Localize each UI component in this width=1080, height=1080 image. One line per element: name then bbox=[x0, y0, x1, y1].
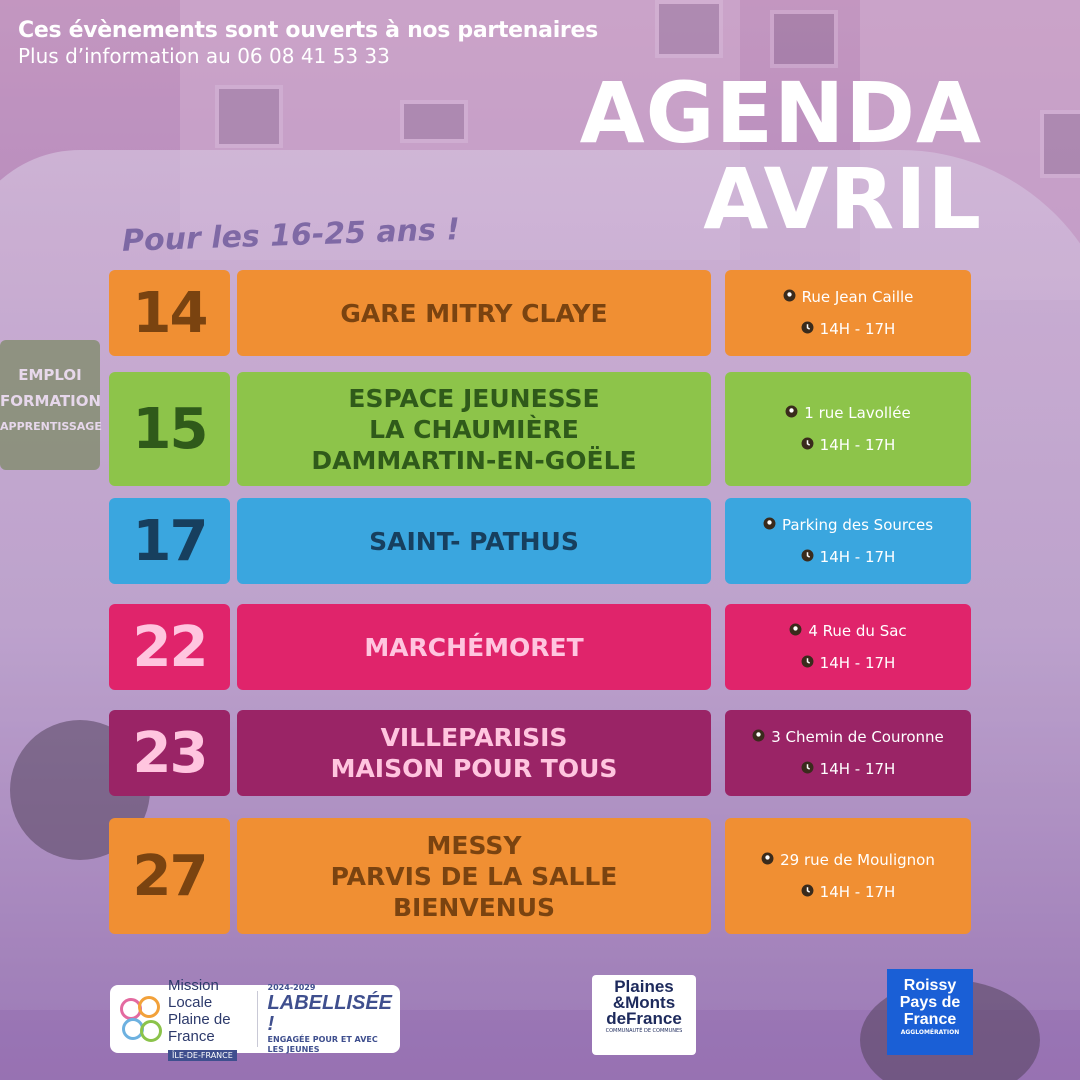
time-text: 14H - 17H bbox=[819, 654, 896, 672]
location-pin-icon bbox=[783, 288, 796, 306]
event-address bbox=[763, 516, 933, 534]
location-pin-icon bbox=[752, 728, 765, 746]
label-badge: 2024-2029 LABELLISÉE ! ENGAGÉE POUR ET AVEC LES JEUNES bbox=[267, 983, 392, 1054]
event-place bbox=[237, 372, 711, 486]
event-place bbox=[237, 604, 711, 690]
page-title bbox=[579, 64, 982, 248]
event-row bbox=[109, 818, 974, 934]
event-row bbox=[109, 604, 974, 690]
time-text: 14H - 17H bbox=[819, 436, 896, 454]
event-address bbox=[785, 404, 910, 422]
event-time bbox=[801, 883, 896, 901]
event-place-line: LA CHAUMIÈRE bbox=[369, 414, 579, 444]
van-slogan: Pour les 16-25 ans ! bbox=[121, 212, 461, 259]
event-place-line: VILLEPARISIS bbox=[380, 723, 568, 752]
event-row bbox=[109, 372, 974, 486]
event-row bbox=[109, 270, 974, 356]
event-place bbox=[237, 270, 711, 356]
van-panel: EMPLOI FORMATION APPRENTISSAGE bbox=[0, 340, 100, 470]
clock-icon bbox=[801, 320, 814, 338]
event-time bbox=[801, 654, 896, 672]
location-pin-icon bbox=[785, 404, 798, 422]
phone-info: Plus d’information au 06 08 41 53 33 bbox=[18, 44, 390, 68]
mission-locale-logo: Mission Locale Plaine de France ÎLE-DE-FRANCE 2024-2029 LABELLISÉE ! ENGAGÉE POUR ET AVEC LES JEUNES bbox=[110, 985, 400, 1053]
clock-icon bbox=[801, 548, 814, 566]
event-place-line: MESSY bbox=[426, 830, 522, 860]
event-info bbox=[725, 604, 971, 690]
time-text: 14H - 17H bbox=[819, 320, 896, 338]
event-place-line: BIENVENUS bbox=[392, 892, 555, 922]
address-text: Parking des Sources bbox=[781, 516, 934, 534]
event-info bbox=[725, 818, 971, 934]
event-time bbox=[801, 436, 896, 454]
clock-icon bbox=[801, 654, 814, 672]
event-info bbox=[725, 372, 971, 486]
event-place-line: GARE MITRY CLAYE bbox=[340, 298, 608, 328]
title-month: AVRIL bbox=[703, 150, 982, 248]
time-text: 14H - 17H bbox=[819, 883, 896, 901]
event-place bbox=[237, 498, 711, 584]
event-time bbox=[801, 320, 896, 338]
location-pin-icon bbox=[763, 516, 776, 534]
event-address bbox=[752, 728, 944, 746]
event-address bbox=[789, 622, 906, 640]
event-info bbox=[725, 710, 971, 796]
event-info bbox=[725, 498, 971, 584]
event-day: 27 bbox=[109, 818, 230, 934]
event-place-line: MAISON POUR TOUS bbox=[330, 754, 618, 783]
address-text: 4 Rue du Sac bbox=[808, 622, 907, 640]
event-time bbox=[801, 760, 896, 778]
mission-locale-rings-icon bbox=[118, 994, 160, 1044]
event-time bbox=[801, 548, 896, 566]
address-text: 29 rue de Moulignon bbox=[780, 851, 935, 869]
address-text: 1 rue Lavollée bbox=[804, 404, 911, 422]
event-day: 14 bbox=[109, 270, 230, 356]
event-day: 23 bbox=[109, 710, 230, 796]
address-text: Rue Jean Caille bbox=[801, 288, 914, 306]
event-day: 15 bbox=[109, 372, 230, 486]
event-place bbox=[237, 710, 711, 796]
event-place-line: ESPACE JEUNESSE bbox=[348, 383, 600, 413]
header-note bbox=[18, 18, 598, 68]
plaines-monts-de-france-logo: Plaines &Monts deFrance COMMUNAUTÉ DE COMMUNES bbox=[592, 975, 696, 1055]
time-text: 14H - 17H bbox=[819, 548, 896, 566]
event-place-line: DAMMARTIN-EN-GOËLE bbox=[311, 445, 637, 475]
event-place-line: PARVIS DE LA SALLE bbox=[330, 861, 618, 891]
event-address bbox=[761, 851, 935, 869]
location-pin-icon bbox=[761, 851, 774, 869]
address-text: 3 Chemin de Couronne bbox=[771, 728, 944, 746]
event-place-line: SAINT- PATHUS bbox=[369, 526, 579, 556]
clock-icon bbox=[801, 436, 814, 454]
location-pin-icon bbox=[789, 622, 802, 640]
partners-note: Ces évènements sont ouverts à nos partenaires bbox=[18, 18, 598, 43]
event-place-line: MARCHÉMORET bbox=[364, 632, 584, 662]
clock-icon bbox=[801, 760, 814, 778]
event-place bbox=[237, 818, 711, 934]
time-text: 14H - 17H bbox=[819, 760, 896, 778]
event-address bbox=[783, 288, 914, 306]
event-info bbox=[725, 270, 971, 356]
event-day: 22 bbox=[109, 604, 230, 690]
event-row bbox=[109, 710, 974, 796]
event-row bbox=[109, 498, 974, 584]
event-day: 17 bbox=[109, 498, 230, 584]
title-agenda: AGENDA bbox=[579, 64, 982, 162]
clock-icon bbox=[801, 883, 814, 901]
roissy-pays-de-france-logo: Roissy Pays de France AGGLOMÉRATION bbox=[887, 969, 973, 1055]
